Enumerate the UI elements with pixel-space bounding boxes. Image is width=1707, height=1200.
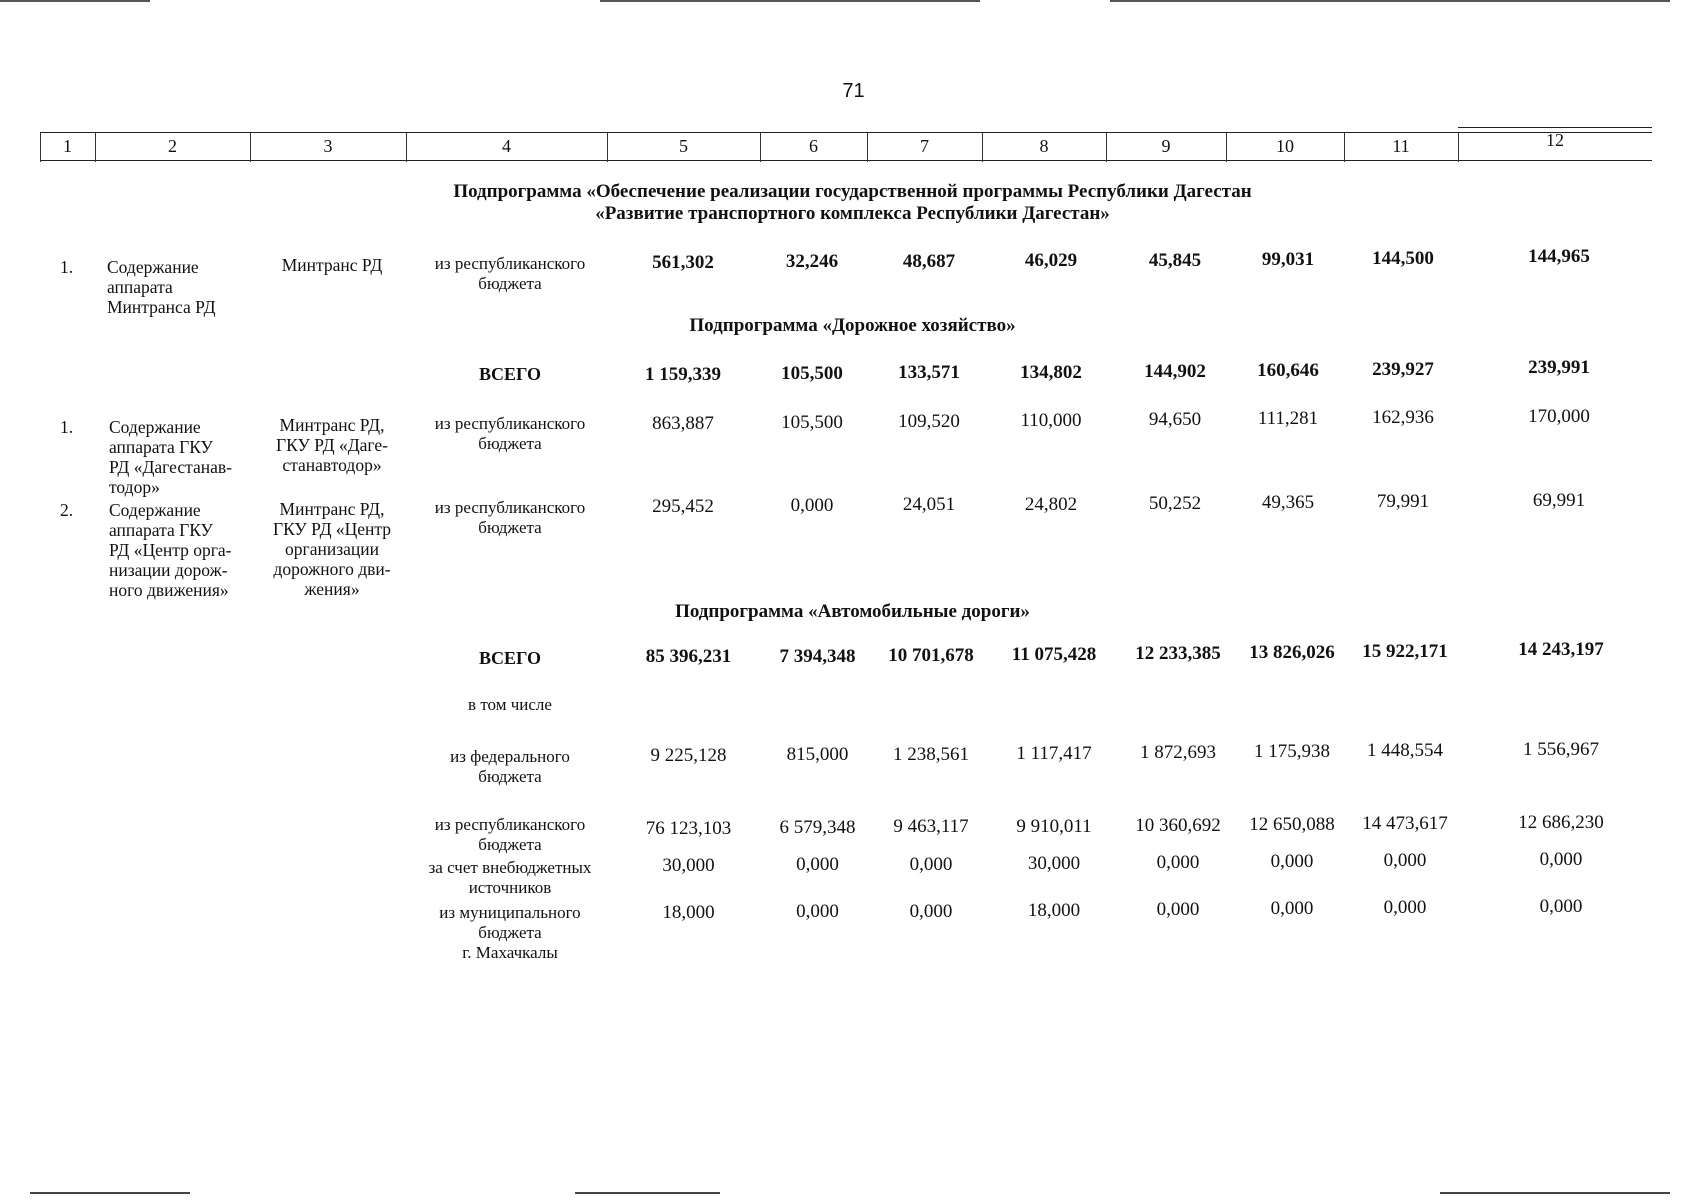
section-title: Подпрограмма «Автомобильные дороги» (675, 601, 1030, 622)
column-number: 6 (809, 136, 818, 156)
column-number: 2 (168, 136, 177, 156)
including-label: в том числе (468, 695, 552, 714)
column-number: 3 (323, 136, 333, 156)
column-number: 1 (63, 136, 72, 156)
column-number: 11 (1392, 136, 1410, 156)
scan-edge-mark (1440, 1192, 1670, 1194)
scan-edge-mark (30, 1192, 190, 1194)
page-number: 71 (842, 80, 865, 102)
scan-edge-mark (1110, 0, 1670, 2)
column-number: 4 (502, 136, 511, 156)
column-number: 8 (1039, 136, 1049, 156)
section-title: Подпрограмма «Дорожное хозяйство» (689, 315, 1016, 336)
column-number: 7 (920, 136, 929, 156)
section-title: Подпрограмма «Обеспечение реализации государственной программы Республики Дагестан «Развитие транспортного комплекса Республики Дагестан» (453, 181, 1252, 224)
column-number: 12 (1546, 130, 1564, 150)
column-number: 10 (1276, 136, 1294, 156)
scan-edge-mark (0, 0, 150, 2)
scan-edge-mark (600, 0, 980, 2)
column-number: 5 (679, 136, 688, 156)
column-number: 9 (1161, 136, 1171, 156)
scan-edge-mark (575, 1192, 720, 1194)
